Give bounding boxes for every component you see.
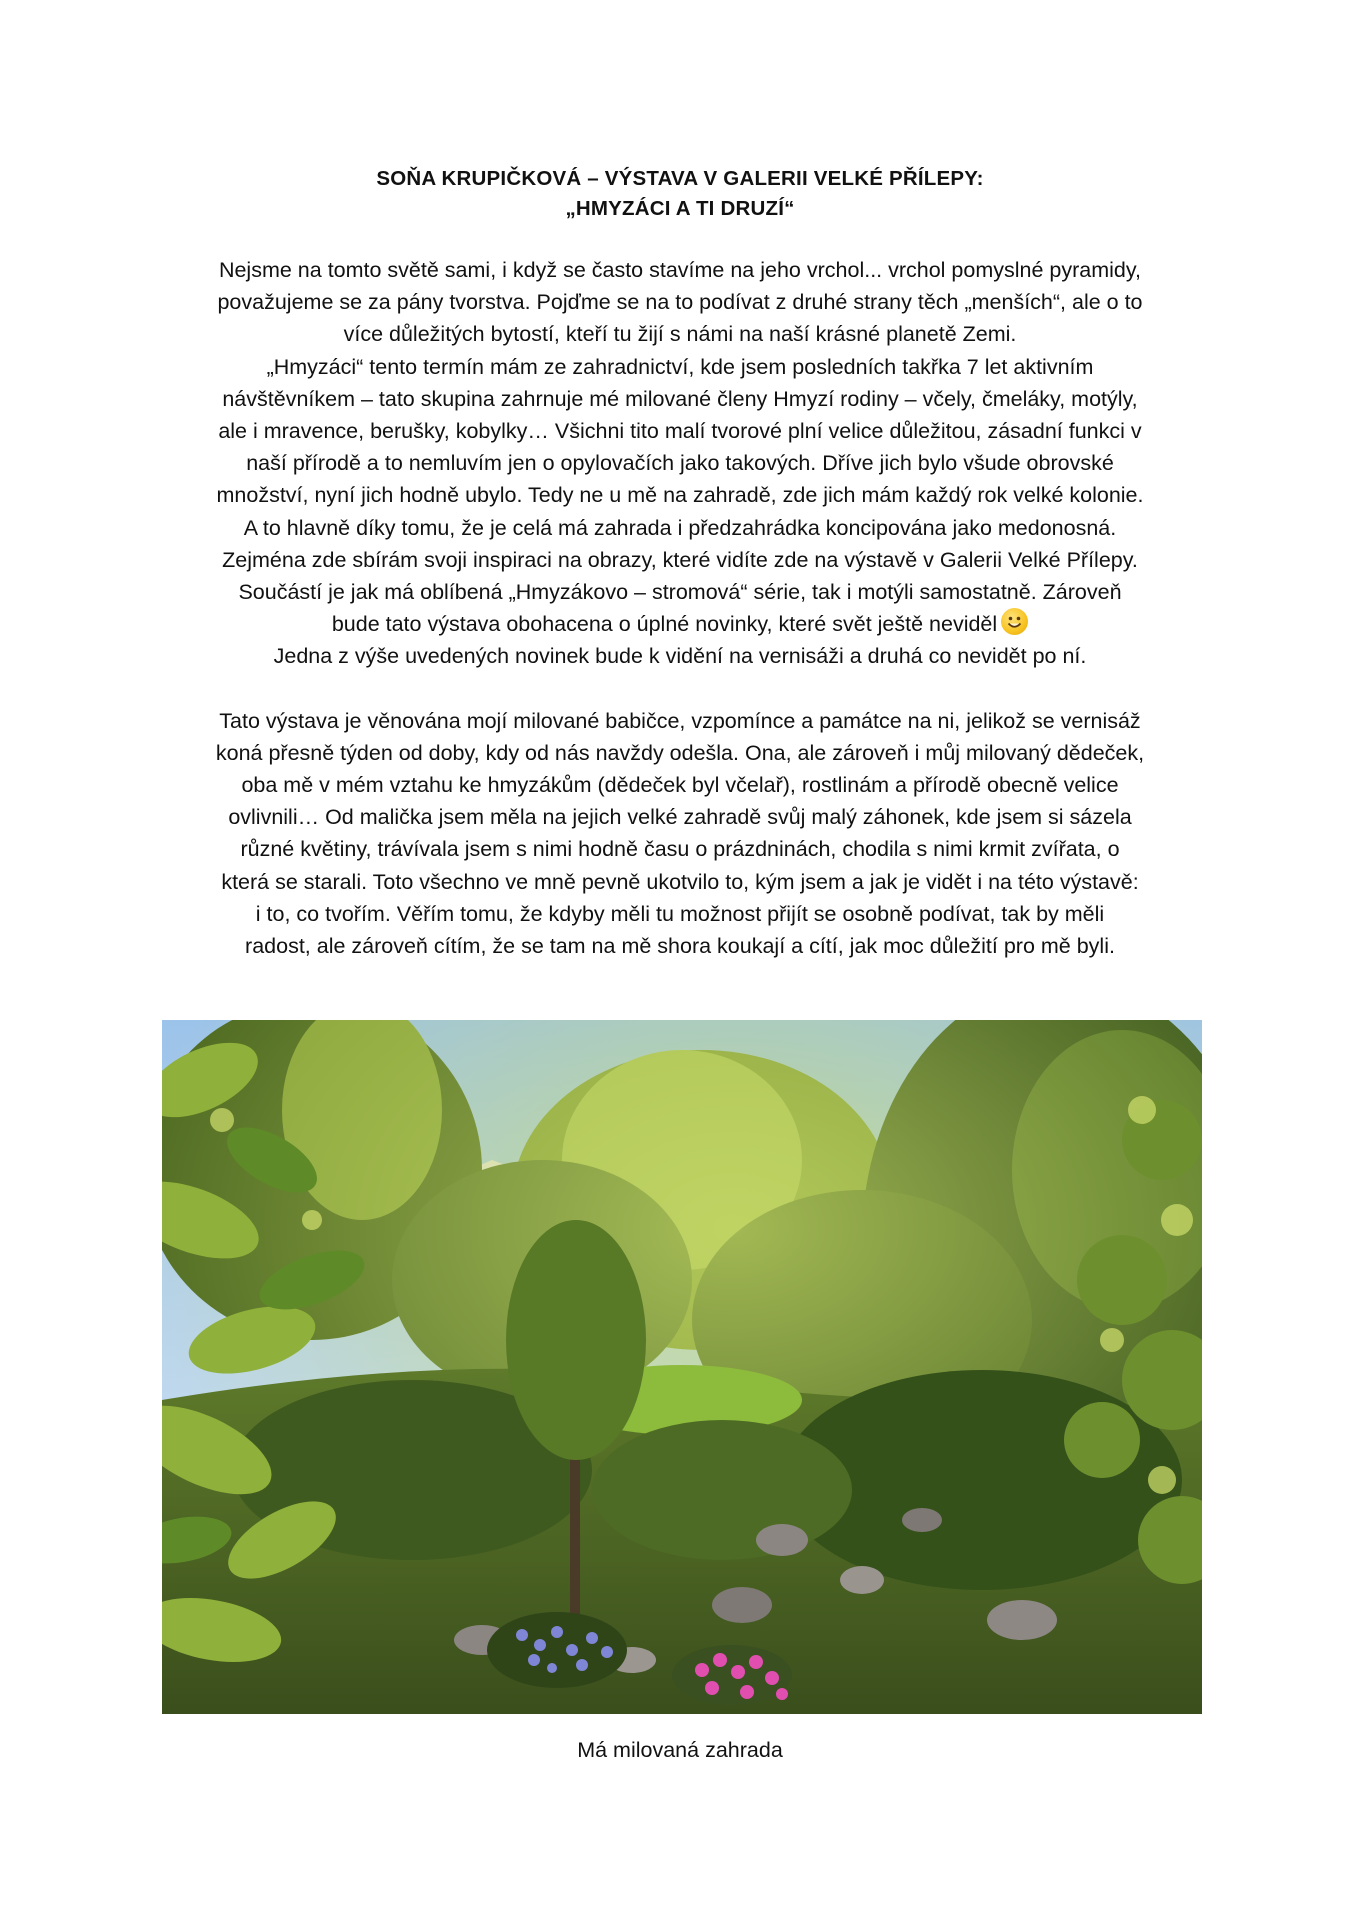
paragraph-1 (160, 254, 1200, 673)
text-line: množství, nyní jich hodně ubylo. Tedy ne u mě na zahradě, zde jich mám každý rok velké kolonie. (216, 483, 1144, 508)
text-line: naší přírodě a to nemluvím jen o opylovačích jako takových. Dříve jich bylo všude obrovské (246, 451, 1114, 476)
text-line: Součástí je jak má oblíbená „Hmyzákovo – stromová“ série, tak i motýli samostatně. Zároveň (238, 580, 1122, 605)
garden-photo-illustration (162, 1020, 1202, 1714)
garden-photo (162, 1020, 1202, 1714)
photo-caption: Má milovaná zahrada (577, 1738, 783, 1762)
text-line: ale i mravence, berušky, kobylky… Všichni tito malí tvorové plní velice důležitou, zásadní funkci v (218, 419, 1142, 444)
text-line: Tato výstava je věnována mojí milované babičce, vzpomínce a památce na ni, jelikož se vernisáž (219, 708, 1141, 733)
paragraph-2 (160, 705, 1200, 963)
text-line: koná přesně týden od doby, kdy od nás navždy odešla. Ona, ale zároveň i můj milovaný dědeček, (215, 740, 1145, 765)
text-line-content: bude tato výstava obohacena o úplné novinky, které svět ještě neviděl (331, 612, 998, 637)
text-line: i to, co tvořím. Věřím tomu, že kdyby měli tu možnost přijít se osobně podívat, tak by měli (255, 901, 1105, 926)
text-line: která se starali. Toto všechno ve mně pevně ukotvilo to, kým jsem a jak je vidět i na této výstavě: (221, 869, 1139, 894)
text-line (160, 608, 1200, 640)
article-body (160, 254, 1200, 962)
text-line: A to hlavně díky tomu, že je celá má zahrada i předzahrádka koncipována jako medonosná. (243, 515, 1117, 540)
paragraph-gap (160, 673, 1200, 705)
title-line-1: SOŇA KRUPIČKOVÁ – VÝSTAVA V GALERII VELKÉ PŘÍLEPY: (376, 167, 984, 190)
text-line: oba mě v mém vztahu ke hmyzákům (dědeček byl včelař), rostlinám a přírodě obecně velice (241, 773, 1119, 798)
text-line: radost, ale zároveň cítím, že se tam na mě shora koukají a cítí, jak moc důležití pro mě byli. (245, 934, 1115, 959)
text-line: Nejsme na tomto světě sami, i když se často stavíme na jeho vrchol... vrchol pomyslné pyramidy, (218, 258, 1142, 282)
document-title (160, 164, 1200, 224)
text-line: různé květiny, trávívala jsem s nimi hodně času o prázdninách, chodila s nimi krmit zvířata, o (240, 837, 1120, 862)
text-line: ovlivnili… Od malička jsem měla na jejich velké zahradě svůj malý záhonek, kde jsem si sázela (228, 805, 1132, 830)
text-line: návštěvníkem – tato skupina zahrnuje mé milované členy Hmyzí rodiny – včely, čmeláky, motýly, (222, 386, 1138, 411)
text-line: „Hmyzáci“ tento termín mám ze zahradnictví, kde jsem posledních takřka 7 let aktivním (266, 354, 1094, 379)
smiley-emoji-icon (1001, 608, 1028, 635)
title-line-2: „HMYZÁCI A TI DRUZÍ“ (565, 197, 795, 220)
text-line: Jedna z výše uvedených novinek bude k vidění na vernisáži a druhá co nevidět po ní. (273, 644, 1087, 669)
text-line: Zejména zde sbírám svoji inspiraci na obrazy, které vidíte zde na výstavě v Galerii Velké Přílepy. (222, 547, 1138, 572)
text-line: považujeme se za pány tvorstva. Pojďme se na to podívat z druhé strany těch „menších“, ale o to (217, 290, 1143, 315)
text-line: více důležitých bytostí, kteří tu žijí s námi na naší krásné planetě Zemi. (343, 322, 1017, 347)
